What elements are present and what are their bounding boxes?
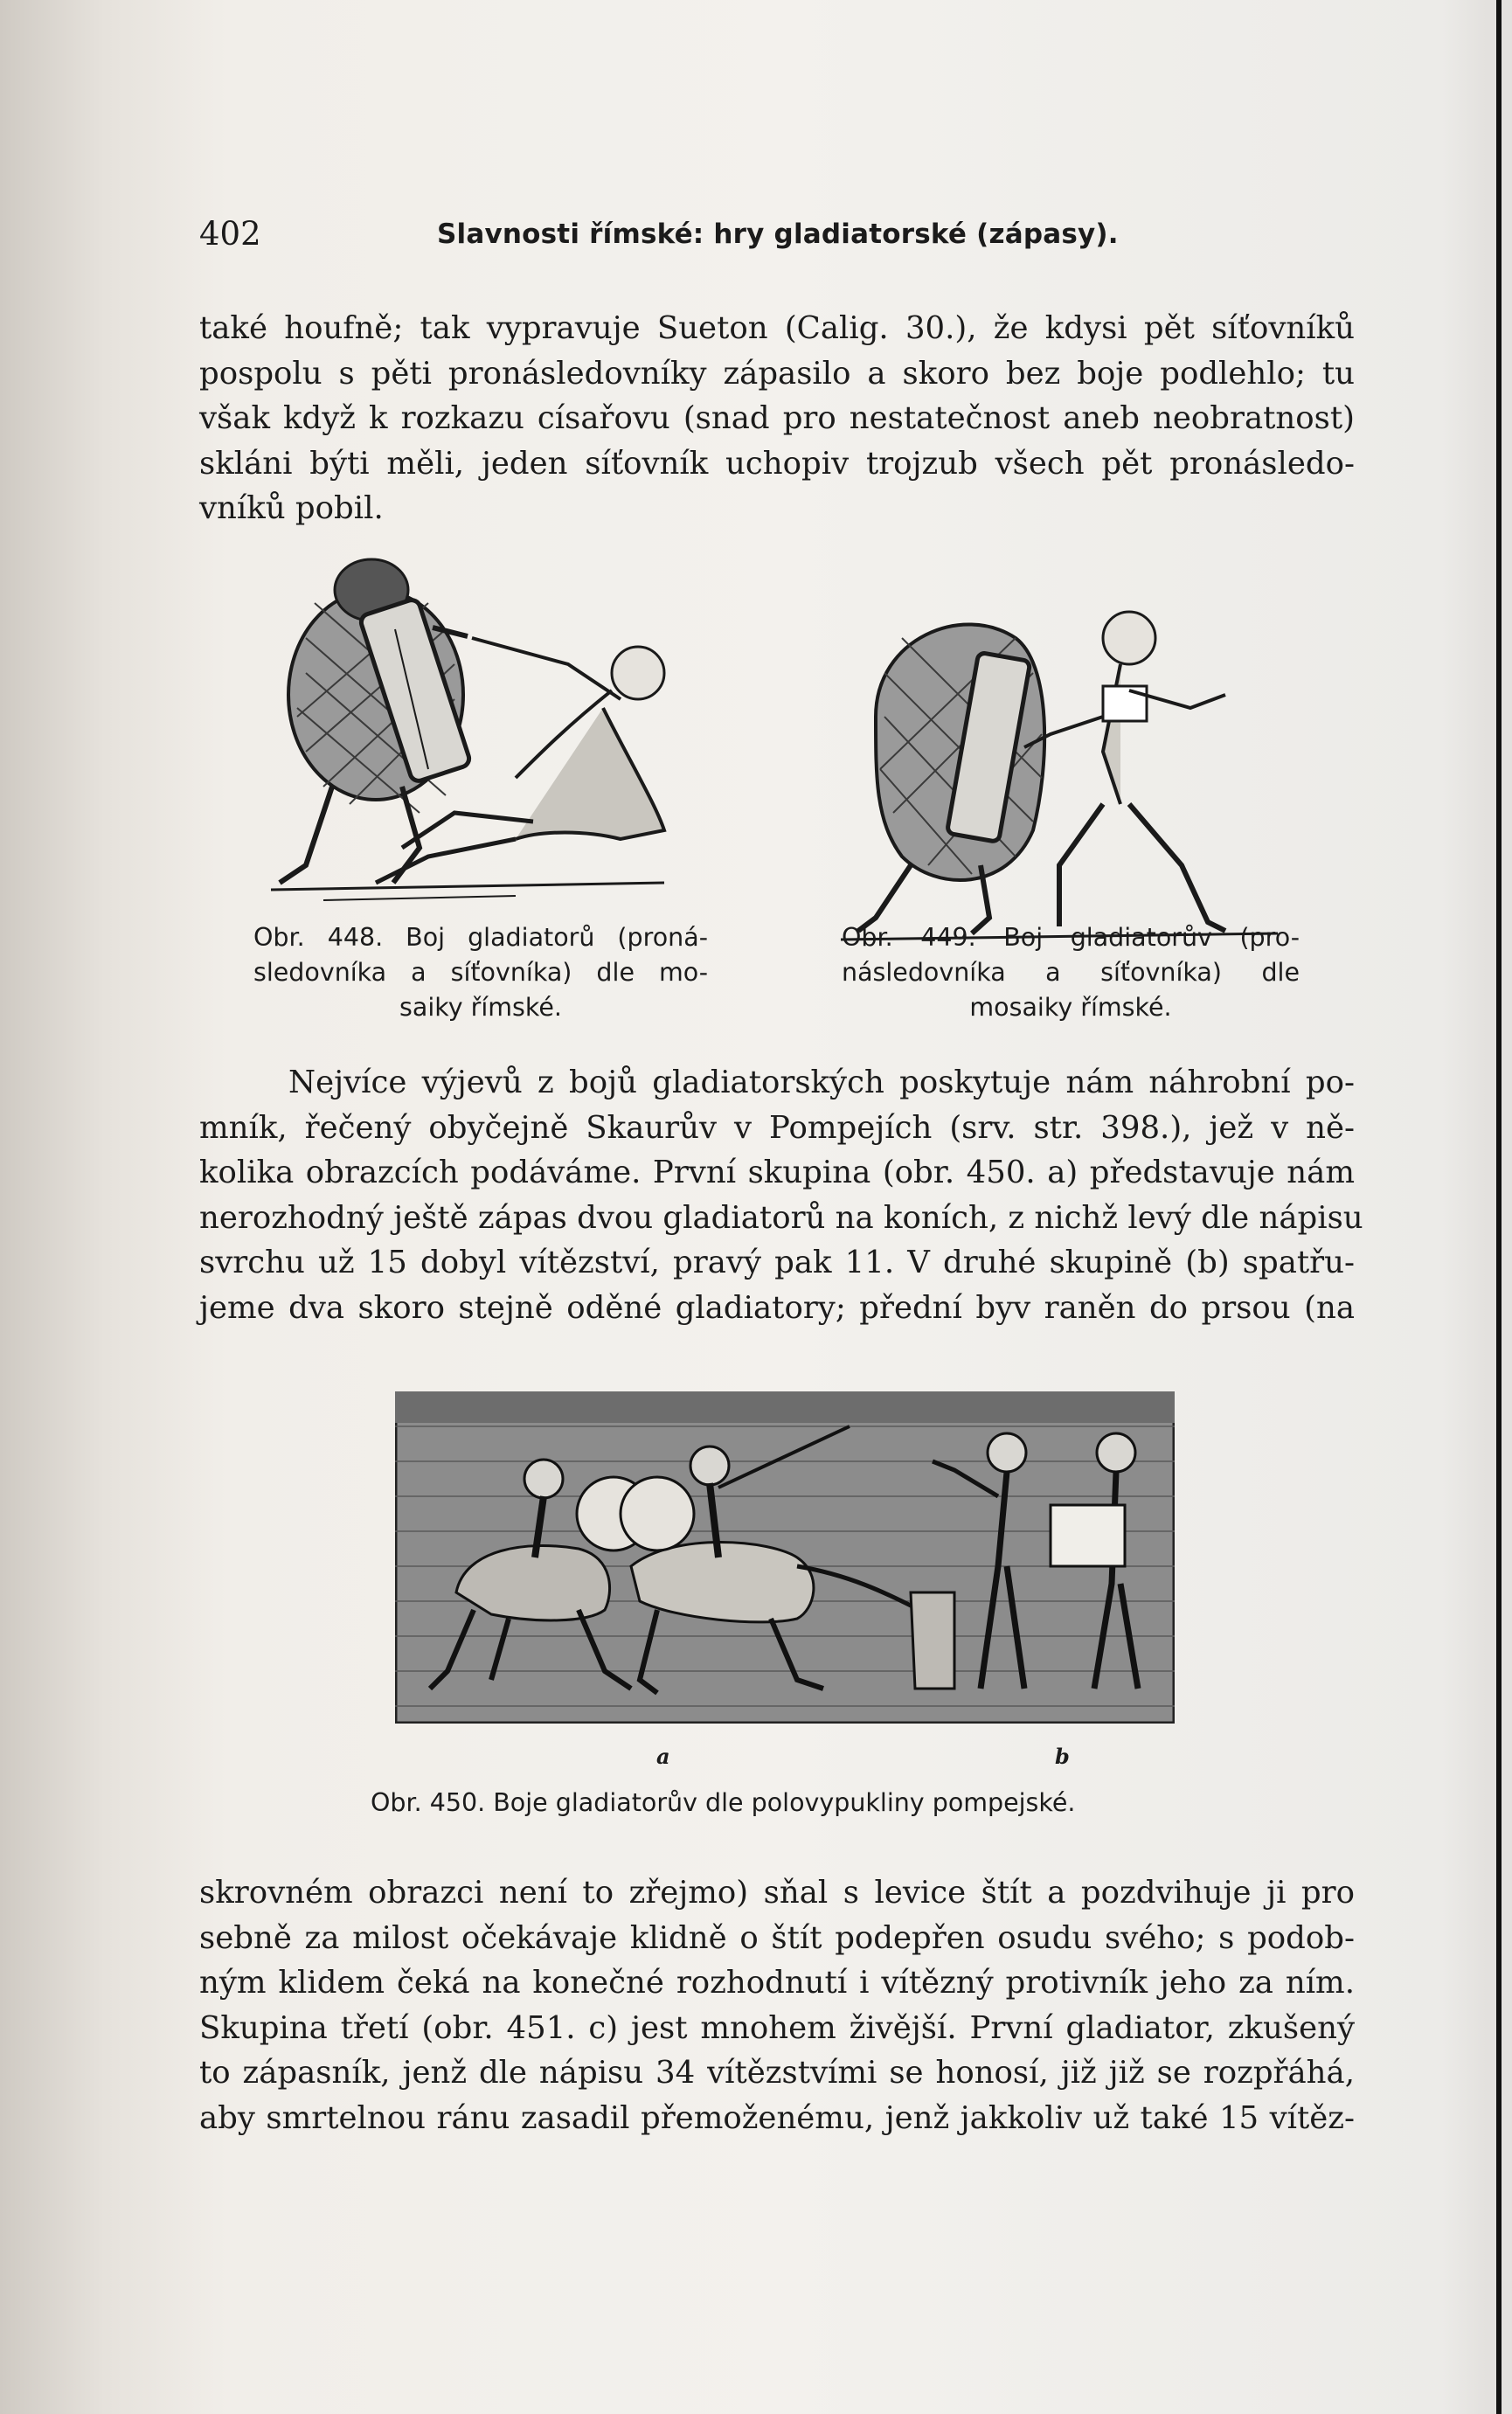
text-line: pospolu s pěti pronásledovníky zápasilo a skoro bez boje podlehlo; tu: [199, 355, 1355, 392]
text-line: Nejvíce výjevů z bojů gladiatorských poskytuje nám náhrobní po-: [288, 1065, 1355, 1100]
text-line: mník, řečený obyčejně Skaurův v Pompejích (srv. str. 398.), jež v ně-: [199, 1109, 1355, 1146]
paragraph-1: [199, 306, 1355, 531]
page-number: 402: [199, 215, 261, 253]
text-line: nerozhodný ještě zápas dvou gladiatorů na koních, z nichž levý dle nápisu: [199, 1199, 1363, 1236]
running-head: [199, 208, 1353, 260]
text-line: vníků pobil.: [199, 490, 384, 526]
figure-450-label-a: a: [656, 1744, 670, 1769]
caption-line: sledovníka a síťovníka) dle mo-: [253, 958, 708, 987]
paragraph-2: [199, 1060, 1363, 1330]
scan-edge: [1496, 0, 1502, 2414]
running-title: Slavnosti římské: hry gladiatorské (zápasy).: [437, 219, 1119, 250]
text-line: to zápasník, jenž dle nápisu 34 vítězstvími se honosí, již již se rozpřáhá,: [199, 2055, 1355, 2091]
text-line: jeme dva skoro stejně oděné gladiatory; přední byv raněn do prsou (na: [199, 1289, 1355, 1326]
figure-449-illustration: [841, 603, 1295, 953]
text-line: skrovném obrazci není to zřejmo) sňal s levice štít a pozdvihuje ji pro: [199, 1875, 1355, 1911]
paragraph-3: [199, 1870, 1355, 2140]
caption-line: saiky římské.: [399, 993, 562, 1022]
figure-450-relief: [395, 1391, 1175, 1724]
text-line: kolika obrazcích podáváme. První skupina (obr. 450. a) představuje nám: [199, 1155, 1355, 1190]
text-line: Skupina třetí (obr. 451. c) jest mnohem živější. První gladiator, zkušený: [199, 2009, 1355, 2046]
figure-448-illustration: [253, 551, 725, 918]
figure-449-caption: [842, 920, 1300, 1025]
text-line: svrchu už 15 dobyl vítězství, pravý pak 11. V druhé skupině (b) spatřu-: [199, 1245, 1355, 1280]
caption-line: následovníka a síťovníka) dle: [842, 958, 1300, 987]
text-line: sebně za milost očekávaje klidně o štít podepřen osudu svého; s podob-: [199, 1919, 1355, 1956]
text-line: však když k rozkazu císařovu (snad pro nestatečnost aneb neobratnost): [199, 400, 1355, 436]
figure-450-caption: Obr. 450. Boje gladiatorův dle polovypukliny pompejské.: [371, 1788, 1076, 1817]
text-line: skláni býti měli, jeden síťovník uchopiv trojzub všech pět pronásledo-: [199, 445, 1355, 482]
text-line: ným klidem čeká na konečné rozhodnutí i vítězný protivník jeho za ním.: [199, 1965, 1355, 2001]
text-line: také houfně; tak vypravuje Sueton (Calig. 30.), že kdysi pět síťovníků: [199, 310, 1355, 346]
caption-line: mosaiky římské.: [969, 993, 1172, 1022]
caption-line: Obr. 448. Boj gladiatorů (proná-: [253, 923, 708, 952]
figure-450-label-b: b: [1055, 1744, 1070, 1769]
figure-448-caption: [253, 920, 708, 1025]
caption-line: Obr. 449. Boj gladiatorův (pro-: [842, 923, 1300, 952]
text-line: aby smrtelnou ránu zasadil přemoženému, jenž jakkoliv už také 15 vítěz-: [199, 2099, 1355, 2136]
